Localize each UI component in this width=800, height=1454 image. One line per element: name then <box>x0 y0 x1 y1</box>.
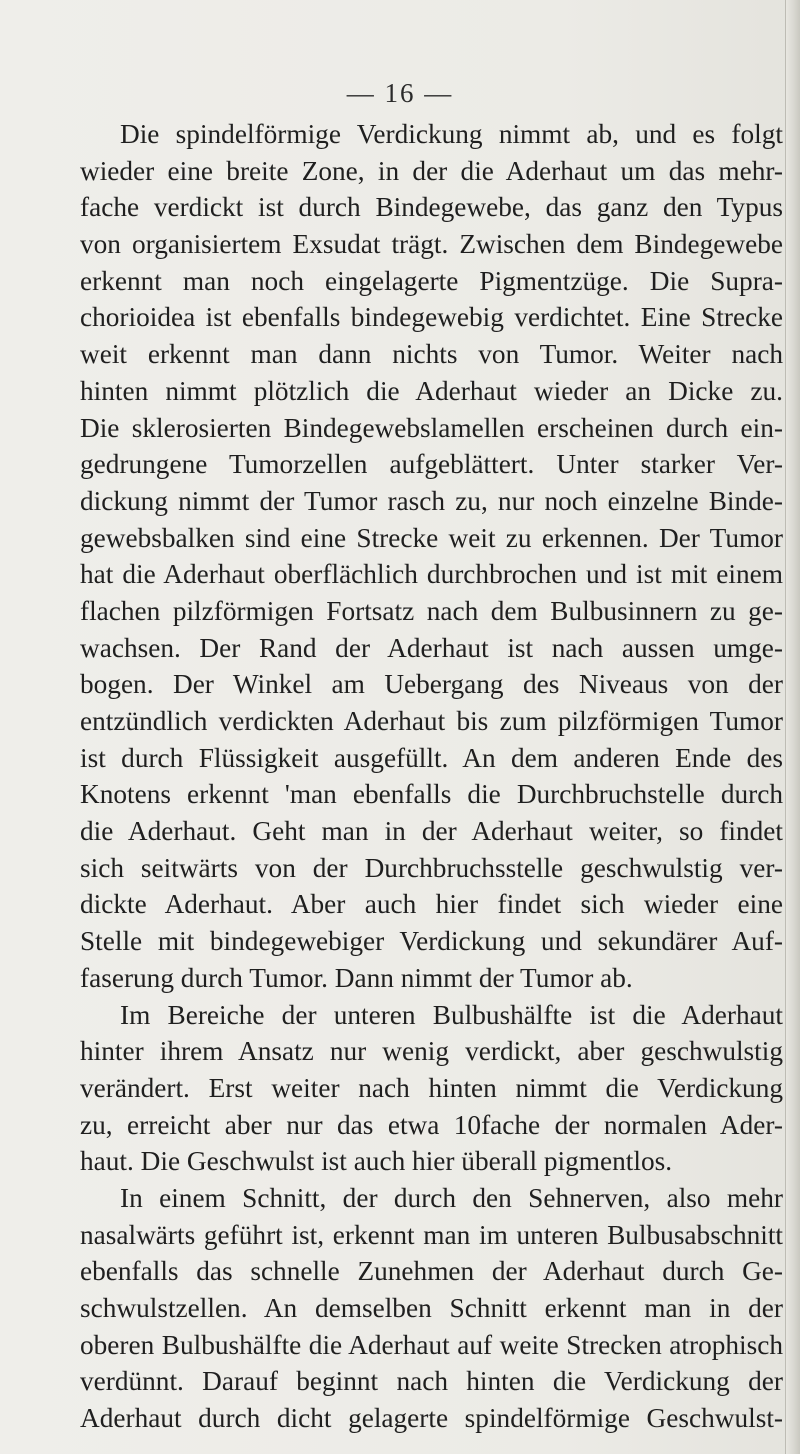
text-line: fache verdickt ist durch Bindegewebe, das ganz den Typus <box>80 192 783 223</box>
text-line: zu, erreicht aber nur das etwa 10fache der normalen Ader- <box>80 1109 783 1140</box>
text-line: nasalwärts geführt ist, erkennt man im unteren Bulbusabschnitt <box>80 1219 783 1250</box>
text-line: erkennt man noch eingelagerte Pigmentzüge. Die Supra- <box>80 265 783 296</box>
page-edge <box>785 0 800 1454</box>
text-line: Aderhaut durch dicht gelagerte spindelförmige Geschwulst- <box>80 1403 783 1434</box>
text-line: flachen pilzförmigen Fortsatz nach dem Bulbusinnern zu ge- <box>80 595 783 626</box>
text-line: bogen. Der Winkel am Uebergang des Niveaus von der <box>80 669 783 700</box>
text-line: ebenfalls das schnelle Zunehmen der Aderhaut durch Ge- <box>80 1256 783 1287</box>
text-line: dickung nimmt der Tumor rasch zu, nur noch einzelne Binde- <box>80 485 783 516</box>
text-line: Knotens erkennt 'man ebenfalls die Durchbruchstelle durch <box>80 779 783 810</box>
text-line: schwulstzellen. An demselben Schnitt erkennt man in der <box>80 1293 783 1323</box>
text-line: von organisiertem Exsudat trägt. Zwischen dem Bindegewebe <box>80 229 783 260</box>
text-line: wachsen. Der Rand der Aderhaut ist nach aussen umge- <box>80 632 783 663</box>
text-line: gewebsbalken sind eine Strecke weit zu erkennen. Der Tumor <box>80 522 783 553</box>
text-line: verändert. Erst weiter nach hinten nimmt die Verdickung <box>80 1072 783 1103</box>
text-line: wieder eine breite Zone, in der die Aderhaut um das mehr- <box>80 155 783 186</box>
text-line: Die spindelförmige Verdickung nimmt ab, und es folgt <box>120 119 783 149</box>
text-line: sich seitwärts von der Durchbruchsstelle geschwulstig ver- <box>80 852 783 883</box>
text-line: Im Bereiche der unteren Bulbushälfte ist die Aderhaut <box>120 999 783 1030</box>
text-line: dickte Aderhaut. Aber auch hier findet sich wieder eine <box>80 889 783 920</box>
text-line: faserung durch Tumor. Dann nimmt der Tumor ab. <box>80 962 633 993</box>
text-line: hinter ihrem Ansatz nur wenig verdickt, aber geschwulstig <box>80 1036 783 1067</box>
text-line: die Aderhaut. Geht man in der Aderhaut weiter, so findet <box>80 816 783 847</box>
text-line: In einem Schnitt, der durch den Sehnerven, also mehr <box>120 1182 783 1213</box>
text-line: gedrungene Tumorzellen aufgeblättert. Unter starker Ver- <box>80 449 783 480</box>
page-number: — 16 — <box>346 78 454 108</box>
text-line: chorioidea ist ebenfalls bindegewebig verdichtet. Eine Strecke <box>80 302 783 333</box>
text-line: Die sklerosierten Bindegewebslamellen erscheinen durch ein- <box>80 412 783 443</box>
text-line: entzündlich verdickten Aderhaut bis zum pilzförmigen Tumor <box>80 706 783 736</box>
text-line: hat die Aderhaut oberflächlich durchbrochen und ist mit einem <box>80 559 783 590</box>
text-line: weit erkennt man dann nichts von Tumor. Weiter nach <box>80 339 783 370</box>
text-line: hinten nimmt plötzlich die Aderhaut wieder an Dicke zu. <box>80 375 783 406</box>
text-line: Stelle mit bindegewebiger Verdickung und sekundärer Auf- <box>80 926 783 957</box>
text-line: haut. Die Geschwulst ist auch hier überall pigmentlos. <box>80 1146 673 1177</box>
text-line: verdünnt. Darauf beginnt nach hinten die Verdickung der <box>80 1366 783 1397</box>
text-line: oberen Bulbushälfte die Aderhaut auf weite Strecken atrophisch <box>80 1329 783 1360</box>
body-text <box>80 116 783 1437</box>
text-line: ist durch Flüssigkeit ausgefüllt. An dem anderen Ende des <box>80 742 783 773</box>
